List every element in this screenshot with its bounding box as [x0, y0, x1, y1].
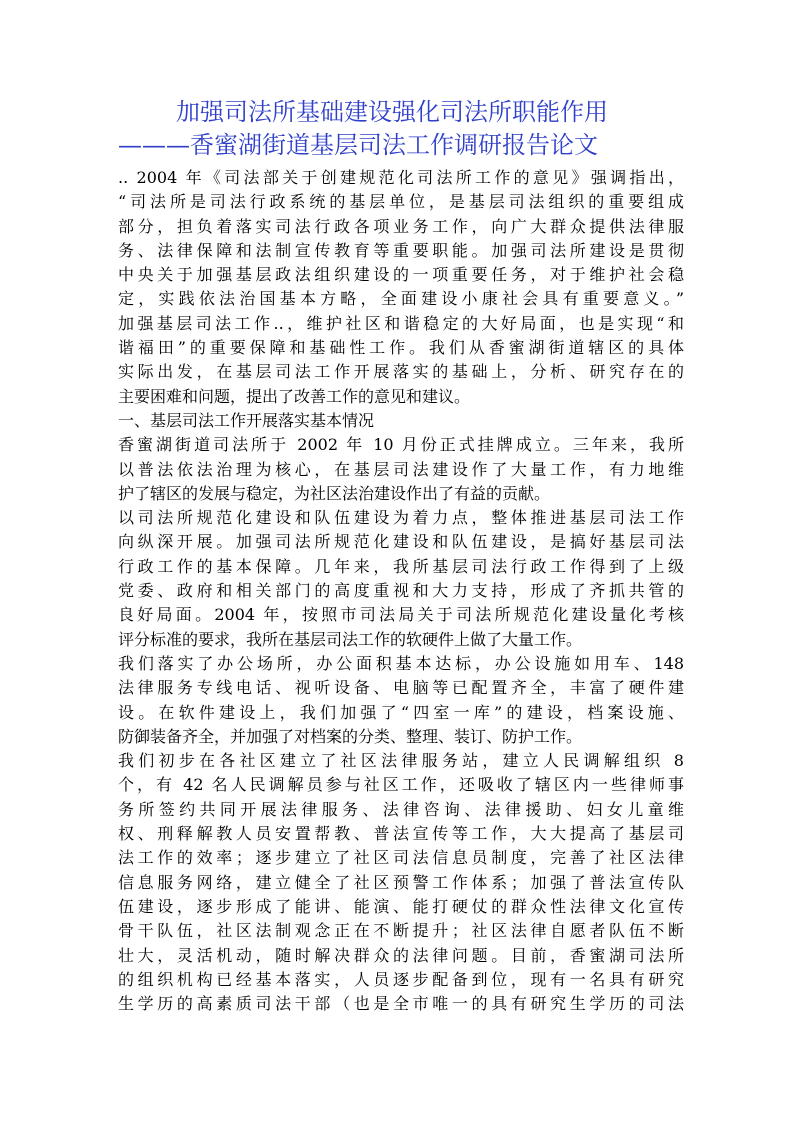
document-title-line2: ———香蜜湖街道基层司法工作调研报告论文 — [118, 131, 598, 159]
body-text-line: 主要困难和问题，提出了改善工作的意见和建议。 — [118, 386, 471, 406]
body-text-line: 评分标准的要求，我所在基层司法工作的软硬件上做了大量工作。 — [118, 629, 583, 649]
body-text-line: “司法所是司法行政系统的基层单位，是基层司法组织的重要组成 — [118, 192, 684, 212]
body-text-line: 务、法律保障和法制宣传教育等重要职能。加强司法所建设是贯彻 — [118, 240, 684, 260]
body-text-line: 加强基层司法工作..，维护社区和谐稳定的大好局面，也是实现“和 — [118, 313, 684, 333]
body-text-line: .. 2004 年《司法部关于创建规范化司法所工作的意见》强调指出， — [118, 168, 684, 187]
body-text-line: 防御装备齐全，并加强了对档案的分类、整理、装订、防护工作。 — [118, 726, 583, 746]
body-text-line: 定，实践依法治国基本方略，全面建设小康社会具有重要意义。” — [118, 289, 684, 309]
body-text-line: 我们落实了办公场所，办公面积基本达标，办公设施如用车、148 — [118, 653, 684, 673]
body-text-line: 我们初步在各社区建立了社区法律服务站，建立人民调解组织 8 — [118, 751, 684, 771]
body-text-line: 以司法所规范化建设和队伍建设为着力点，整体推进基层司法工作 — [118, 508, 684, 528]
body-text-line: 设。在软件建设上，我们加强了“四室一库”的建设，档案设施、 — [118, 702, 684, 722]
document-body — [118, 166, 684, 1016]
body-text-line: 生学历的高素质司法干部（也是全市唯一的具有研究生学历的司法 — [118, 994, 684, 1014]
body-text-line: 信息服务网络，建立健全了社区预警工作体系；加强了普法宣传队 — [118, 872, 684, 892]
body-text-line: 行政工作的基本保障。几年来，我所基层司法行政工作得到了上级 — [118, 556, 684, 576]
body-text-line: 部分，担负着落实司法行政各项业务工作，向广大群众提供法律服 — [118, 216, 684, 236]
body-text-line: 骨干队伍，社区法制观念正在不断提升；社区法律自愿者队伍不断 — [118, 921, 684, 941]
body-text-line: 护了辖区的发展与稳定，为社区法治建设作出了有益的贡献。 — [118, 483, 551, 503]
body-text-line: 法律服务专线电话、视听设备、电脑等已配置齐全，丰富了硬件建 — [118, 678, 684, 698]
body-text-line: 的组织机构已经基本落实，人员逐步配备到位，现有一名具有研究 — [118, 969, 684, 989]
body-text-line: 实际出发，在基层司法工作开展落实的基础上，分析、研究存在的 — [118, 362, 684, 382]
document-title-line1: 加强司法所基础建设强化司法所职能作用 — [176, 98, 608, 126]
body-text-line: 良好局面。2004 年，按照市司法局关于司法所规范化建设量化考核 — [118, 605, 684, 625]
body-text-line: 务所签约共同开展法律服务、法律咨询、法律援助、妇女儿童维 — [118, 799, 684, 819]
body-text-line: 香蜜湖街道司法所于 2002 年 10 月份正式挂牌成立。三年来，我所 — [118, 435, 684, 455]
body-text-line: 一、基层司法工作开展落实基本情况 — [118, 410, 375, 430]
body-text-line: 法工作的效率；逐步建立了社区司法信息员制度，完善了社区法律 — [118, 848, 684, 868]
body-text-line: 伍建设，逐步形成了能讲、能演、能打硬仗的群众性法律文化宣传 — [118, 896, 684, 916]
body-text-line: 以普法依法治理为核心，在基层司法建设作了大量工作，有力地维 — [118, 459, 684, 479]
body-text-line: 中央关于加强基层政法组织建设的一项重要任务，对于维护社会稳 — [118, 265, 684, 285]
body-text-line: 谐福田”的重要保障和基础性工作。我们从香蜜湖街道辖区的具体 — [118, 338, 684, 358]
body-text-line: 壮大，灵活机动，随时解决群众的法律问题。目前，香蜜湖司法所 — [118, 945, 684, 965]
body-text-line: 党委、政府和相关部门的高度重视和大力支持，形成了齐抓共管的 — [118, 581, 684, 601]
body-text-line: 个，有 42 名人民调解员参与社区工作，还吸收了辖区内一些律师事 — [118, 775, 684, 795]
body-text-line: 权、刑释解教人员安置帮教、普法宣传等工作，大大提高了基层司 — [118, 824, 684, 844]
body-text-line: 向纵深开展。加强司法所规范化建设和队伍建设，是搞好基层司法 — [118, 532, 684, 552]
